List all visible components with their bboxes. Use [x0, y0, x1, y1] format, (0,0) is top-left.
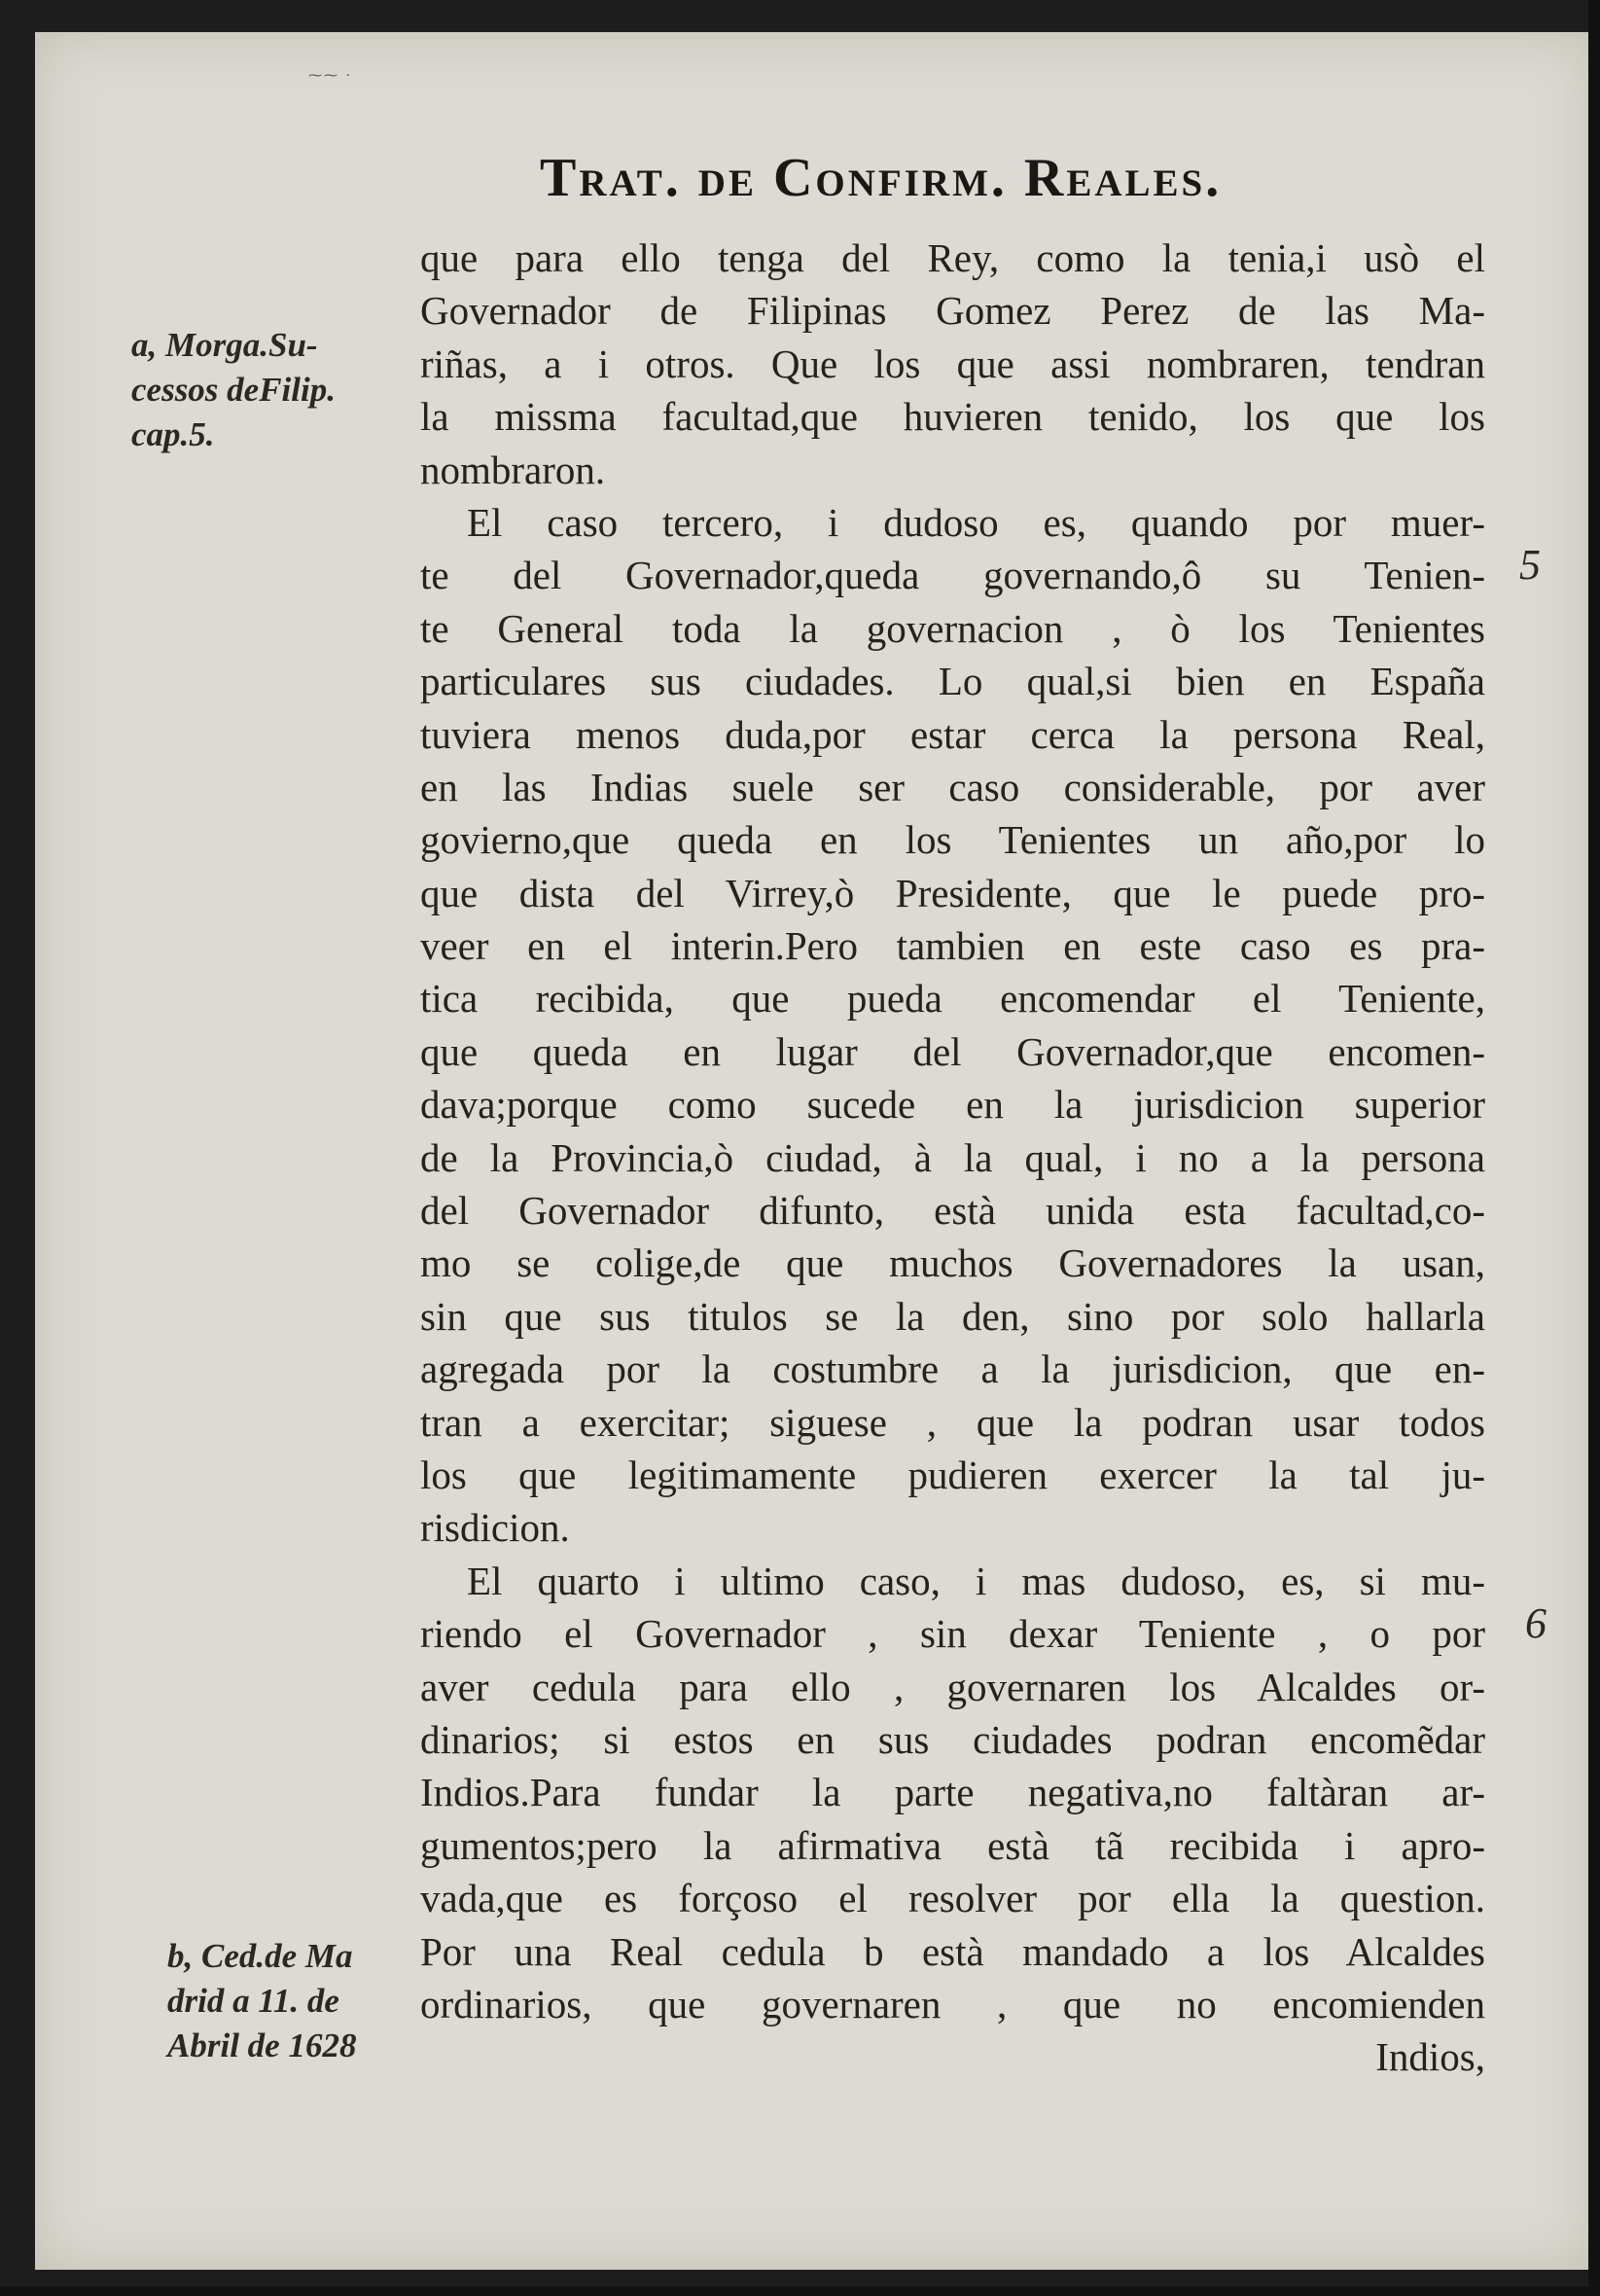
- text-line: nombraron.: [420, 447, 606, 492]
- marginal-note-line: Abril de 1628: [167, 2027, 357, 2064]
- text-line: mo se colige,de que muchos Governadores la usan,: [420, 1240, 1485, 1286]
- text-line: govierno,que queda en los Tenientes un año,por lo: [420, 817, 1485, 863]
- marginal-note-line: b, Ced.de Ma: [167, 1937, 353, 1975]
- text-line: gumentos;pero la afirmativa està tã recibida i apro-: [420, 1822, 1485, 1868]
- text-line: los que legitimamente pudieren exercer la tal ju-: [420, 1452, 1485, 1497]
- text-line: Governador de Filipinas Gomez Perez de las Ma-: [420, 288, 1485, 334]
- text-line: vada,que es forçoso el resolver por ella la question.: [420, 1876, 1485, 1921]
- text-line: El caso tercero, i dudoso es, quando por muer-: [467, 499, 1485, 545]
- text-line: ordinarios, que governaren , que no encomienden: [420, 1981, 1485, 2027]
- text-line: que para ello tenga del Rey, como la tenia,i usò el: [420, 235, 1485, 280]
- text-line: que dista del Virrey,ò Presidente, que le puede pro-: [420, 870, 1485, 915]
- catchword: Indios,: [1375, 2034, 1485, 2080]
- text-line: veer en el interin.Pero tambien en este caso es pra-: [420, 923, 1485, 969]
- scan-border-right: [1588, 0, 1600, 2296]
- text-line: dava;porque como sucede en la jurisdicion superior: [420, 1082, 1485, 1128]
- marginal-note-line: cessos deFilip.: [131, 371, 336, 409]
- text-line: agregada por la costumbre a la jurisdicion, que en-: [420, 1346, 1485, 1392]
- text-line: riendo el Governador , sin dexar Teniente , o por: [420, 1611, 1485, 1657]
- printers-mark: [308, 68, 367, 74]
- text-line: del Governador difunto, està unida esta facultad,co-: [420, 1188, 1485, 1234]
- text-line: El quarto i ultimo caso, i mas dudoso, es, si mu-: [467, 1558, 1485, 1603]
- marginal-note-line: cap.5.: [131, 415, 215, 453]
- text-line: aver cedula para ello , governaren los Alcaldes or-: [420, 1664, 1485, 1709]
- text-line: la missma facultad,que huvieren tenido, los que los: [420, 394, 1485, 440]
- margin-number-6: 6: [1525, 1599, 1547, 1647]
- marginal-note-line: a, Morga.Su-: [131, 326, 318, 364]
- text-line: en las Indias suele ser caso considerable, por aver: [420, 764, 1485, 809]
- body-text: [420, 232, 1485, 2084]
- text-line: Por una Real cedula b està mandado a los Alcaldes: [420, 1928, 1485, 1974]
- text-line: sin que sus titulos se la den, sino por solo hallarla: [420, 1293, 1485, 1339]
- text-line: de la Provincia,ò ciudad, à la qual, i no a la persona: [420, 1134, 1485, 1180]
- text-line: te General toda la governacion , ò los Tenientes: [420, 605, 1485, 651]
- scan-border-bottom: [0, 2286, 1600, 2296]
- text-line: risdicion.: [420, 1505, 570, 1551]
- text-line: que queda en lugar del Governador,que encomen-: [420, 1028, 1485, 1074]
- text-line: dinarios; si estos en sus ciudades podran encomẽdar: [420, 1716, 1485, 1762]
- text-line: particulares sus ciudades. Lo qual,si bien en España: [420, 659, 1485, 704]
- margin-number-5: 5: [1519, 541, 1541, 589]
- running-title: Trat. de Confirm. Reales.: [540, 148, 1223, 208]
- text-line: tran a exercitar; siguese , que la podran usar todos: [420, 1399, 1485, 1445]
- marginal-note-line: drid a 11. de: [167, 1982, 339, 2020]
- text-line: riñas, a i otros. Que los que assi nombraren, tendran: [420, 341, 1485, 386]
- text-line: Indios.Para fundar la parte negativa,no faltàran ar-: [420, 1770, 1485, 1815]
- text-line: tuviera menos duda,por estar cerca la persona Real,: [420, 711, 1485, 757]
- text-line: te del Governador,queda governando,ô su Tenien-: [420, 553, 1485, 598]
- text-line: tica recibida, que pueda encomendar el Teniente,: [420, 976, 1485, 1022]
- marginal-note-b: [167, 1934, 356, 2068]
- marginal-note-a: [131, 323, 336, 457]
